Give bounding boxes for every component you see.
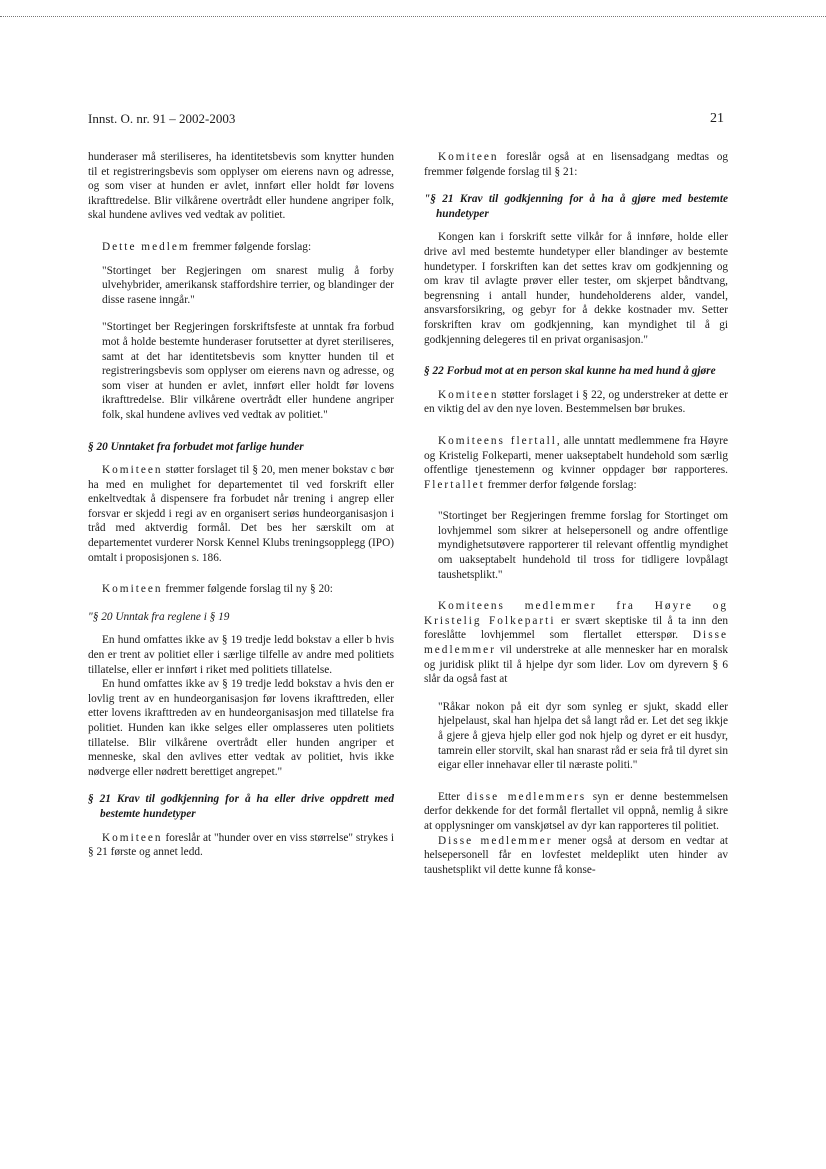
proposal-quote: "Stortinget ber Regjeringen fremme forslag for Stortinget om lovhjemmel som sikrer at helsepersonell og andre offentlige myndighetsutøvere rapporterer til relevant offentlig myndighet om uakseptabelt hundehold til tross for tidligere lovpålagt taushetsplikt." <box>438 510 728 581</box>
page-number: 21 <box>710 111 724 126</box>
paragraph: Komiteen foreslår at "hunder over en viss størrelse" strykes i § 21 første og annet ledd. <box>88 831 394 859</box>
quote-title: "§ 21 Krav til godkjenning for å ha å gjøre med bestemte hundetyper <box>424 193 728 220</box>
paragraph: En hund omfattes ikke av § 19 tredje ledd bokstav a eller b hvis den er trent av politiet eller i særlige tilfelle av andre med politiets tillatelse, eller er innført i riket med politiets tillatelse. <box>88 634 394 676</box>
section-heading: § 20 Unntaket fra forbudet mot farlige hunder <box>88 440 304 453</box>
paragraph: Komiteens medlemmer fra Høyre og Kristelig Folkeparti er svært skeptiske til å ta inn den foreslåtte lovhjemmel som flertallet etterspør. Disse medlemmer vil understreke at alle mennesker har en moralsk og juridisk plikt til å hjelpe dyr som lider. Lov om dyrevern § 6 slår da også fast at <box>424 600 728 686</box>
paragraph: Komiteen støtter forslaget i § 22, og understreker at dette er en viktig del av den nye loven. Bestemmelsen bør brukes. <box>424 388 728 416</box>
proposal-quote: "Stortinget ber Regjeringen forskriftsfeste at unntak fra forbud mot å holde bestemte hunderaser forutsetter at dyret steriliseres, samt at det har identitetsbevis som knytter hunden til et registreringsbevis som opplyser om eierens navn og adresse, og som viser at hunden er avlet, innført eller holdt før lovens ikrafttredelse. Blir vilkårene overtrådt eller hundene angriper folk, skal hundene avlives ved vedtak av politiet." <box>102 321 394 421</box>
paragraph: En hund omfattes ikke av § 19 tredje ledd bokstav a hvis den er lovlig trent av en hundeorganisasjon før lovens ikrafttreden, eller etter lovens ikrafttreden av en hundeorganisasjon med tillatelse fra politiet. Hunden kan ikke selges eller omplasseres uten politiets tillatelse. Blir vilkårene overtrådt eller hunden angriper et menneske, skal den avlives etter vedtak av politiet, hvis ikke nødverge eller nødrett berettiget angrepet." <box>88 678 394 778</box>
quote-title: "§ 20 Unntak fra reglene i § 19 <box>88 610 230 623</box>
paragraph: hunderaser må steriliseres, ha identitetsbevis som knytter hunden til et registreringsbevis som opplyser om eierens navn og adresse, og som viser at hunden er avlet, innført eller holdt før lovens ikrafttredelse. Blir vilkårene overtrådt eller hundene angriper folk, skal hundene avlives ved vedtak av politiet. <box>88 151 394 222</box>
paragraph: Komiteens flertall, alle unntatt medlemmene fra Høyre og Kristelig Folkeparti, mener uakseptabelt hundehold som særlig offentlige tjenestemenn og kvinner oppdager bør rapporteres. Flertallet fremmer derfor følgende forslag: <box>424 434 729 491</box>
left-column <box>88 150 394 860</box>
paragraph: Komiteen foreslår også at en lisensadgang medtas og fremmer følgende forslag til § 21: <box>424 151 728 178</box>
speaker-lead: Dette medlem <box>102 240 190 253</box>
paragraph: Komiteen støtter forslaget til § 20, men mener bokstav c bør ha med en mulighet for departementet til ved forskrift eller enkeltvedtak å dispensere fra forbudet når trening i angrep eller forsvar er skjedd i regi av en organisert seriøs hundeorganisasjon i tråd med aktverdig formål. Det bes her særskilt om at departementet vurderer Norsk Kennel Klubs treningsopplegg (IPO) omtalt i proposisjonen s. 186. <box>88 464 394 564</box>
paragraph: Komiteen fremmer følgende forslag til ny § 20: <box>102 583 333 596</box>
paragraph: Etter disse medlemmers syn er denne bestemmelsen derfor dekkende for det formål flertallet vil oppnå, nemlig å sikre at opplysninger om vanskjøtsel av dyr kan rapporteres til politiet. <box>424 790 728 832</box>
proposal-quote: "Stortinget ber Regjeringen om snarest mulig å forby ulvehybrider, amerikansk staffordshire terrier, og blandinger der disse rasene inngår." <box>102 264 394 306</box>
paragraph: Disse medlemmer mener også at dersom en vedtar at helsepersonell får en lovfestet meldeplikt uten hinder av taushetsplikt vil dette kunne få konse- <box>424 834 728 876</box>
law-quote: "Råkar nokon på eit dyr som synleg er sjukt, skadd eller hjelpelaust, skal han hjelpa det så langt råd er. Let det seg ikkje å gjere å gjeva hjelp eller god nok hjelp og dyret er eit husdyr, tamrein eller storvilt, skal han snarast råd er seia frå til dyret sin eigar eller innehavar eller til næraste politi." <box>438 700 728 772</box>
top-dotted-rule <box>0 16 826 17</box>
section-heading: § 21 Krav til godkjenning for å ha eller drive oppdrett med bestemte hundetyper <box>88 793 394 820</box>
right-column <box>424 150 728 877</box>
paragraph: Kongen kan i forskrift sette vilkår for å innføre, holde eller drive avl med bestemte hundetyper eller blandinger av bestemte hundetyper. I forskriften kan det settes krav om godkjenning og om krav til avlagte prøver eller tester, om skjerpet båndtvang, begrensning i antall hunder, hundeholderens alder, vandel, ansvarsforsikring, og gebyr for å dekke kostnader mv. Setter forskriften krav om godkjenning, kan myndighet til å gi godkjenning delegeres til en privat organisasjon." <box>424 231 728 346</box>
running-header: Innst. O. nr. 91 – 2002-2003 <box>88 111 236 126</box>
section-heading: § 22 Forbud mot at en person skal kunne ha med hund å gjøre <box>424 365 716 378</box>
paragraph: Dette medlem fremmer følgende forslag: <box>102 240 312 253</box>
